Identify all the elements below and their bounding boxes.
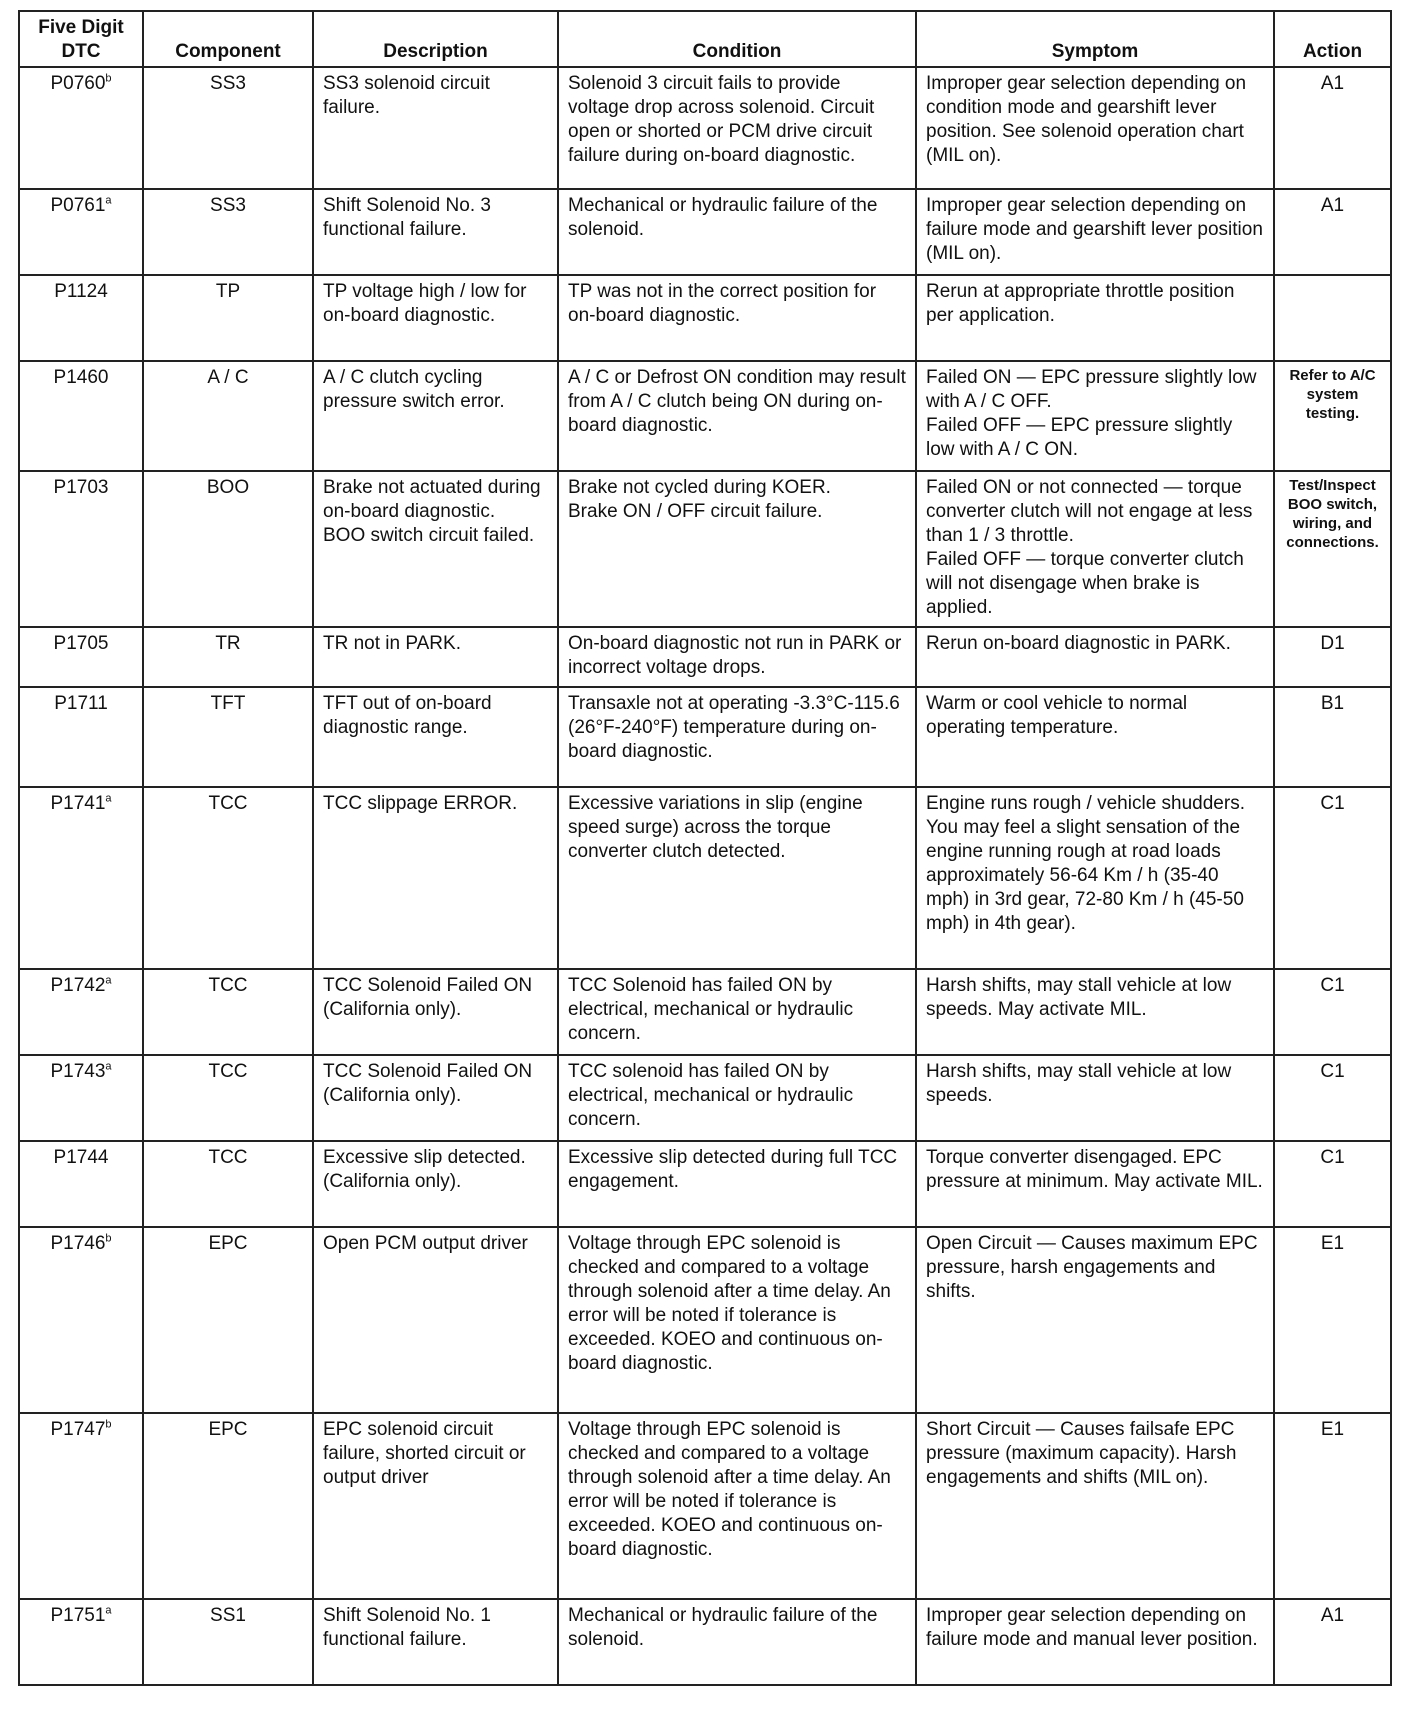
condition-cell: A / C or Defrost ON condition may result from A / C clutch being ON during on-board diagnostic. <box>558 361 916 471</box>
table-row <box>19 1413 1391 1599</box>
table-row <box>19 275 1391 361</box>
component-cell: TR <box>143 627 313 687</box>
symptom-cell: Rerun at appropriate throttle position per application. <box>916 275 1274 361</box>
action-cell: A1 <box>1274 1599 1391 1685</box>
table-row <box>19 1227 1391 1413</box>
description-cell: TFT out of on-board diagnostic range. <box>313 687 558 787</box>
action-cell: A1 <box>1274 67 1391 189</box>
description-cell: Shift Solenoid No. 3 functional failure. <box>313 189 558 275</box>
header-condition: Condition <box>558 11 916 67</box>
description-cell: TR not in PARK. <box>313 627 558 687</box>
component-cell: TCC <box>143 1141 313 1227</box>
description-cell: TCC slippage ERROR. <box>313 787 558 969</box>
component-cell: SS3 <box>143 67 313 189</box>
dtc-table <box>18 10 1392 1686</box>
table-row <box>19 687 1391 787</box>
component-cell: EPC <box>143 1413 313 1599</box>
dtc-code-cell: P1703 <box>19 471 143 627</box>
component-cell: BOO <box>143 471 313 627</box>
condition-cell: Excessive variations in slip (engine speed surge) across the torque converter clutch detected. <box>558 787 916 969</box>
component-cell: TCC <box>143 1055 313 1141</box>
header-action: Action <box>1274 11 1391 67</box>
header-dtc: Five Digit DTC <box>19 11 143 67</box>
action-cell: E1 <box>1274 1413 1391 1599</box>
dtc-code-cell: P1460 <box>19 361 143 471</box>
table-row <box>19 1599 1391 1685</box>
symptom-cell: Warm or cool vehicle to normal operating temperature. <box>916 687 1274 787</box>
condition-cell: TCC Solenoid has failed ON by electrical, mechanical or hydraulic concern. <box>558 969 916 1055</box>
action-cell <box>1274 275 1391 361</box>
component-cell: EPC <box>143 1227 313 1413</box>
action-cell: Test/Inspect BOO switch, wiring, and connections. <box>1274 471 1391 627</box>
symptom-cell: Improper gear selection depending on condition mode and gearshift lever position. See solenoid operation chart (MIL on). <box>916 67 1274 189</box>
description-cell: A / C clutch cycling pressure switch error. <box>313 361 558 471</box>
description-cell: TCC Solenoid Failed ON (California only). <box>313 969 558 1055</box>
component-cell: TP <box>143 275 313 361</box>
table-header-row <box>19 11 1391 67</box>
condition-cell: Solenoid 3 circuit fails to provide voltage drop across solenoid. Circuit open or shorted or PCM drive circuit failure during on-board diagnostic. <box>558 67 916 189</box>
table-row <box>19 1141 1391 1227</box>
dtc-code-cell: P1751$^a$ <box>19 1599 143 1685</box>
action-cell: C1 <box>1274 787 1391 969</box>
table-row <box>19 627 1391 687</box>
condition-cell: Mechanical or hydraulic failure of the solenoid. <box>558 189 916 275</box>
action-cell: Refer to A/C system testing. <box>1274 361 1391 471</box>
table-row <box>19 471 1391 627</box>
action-cell: A1 <box>1274 189 1391 275</box>
dtc-code-cell: P1744 <box>19 1141 143 1227</box>
dtc-code-cell: P1705 <box>19 627 143 687</box>
description-cell: TP voltage high / low for on-board diagnostic. <box>313 275 558 361</box>
condition-cell: TP was not in the correct position for on-board diagnostic. <box>558 275 916 361</box>
dtc-code-cell: P0760$^b$ <box>19 67 143 189</box>
dtc-code-cell: P1124 <box>19 275 143 361</box>
component-cell: SS3 <box>143 189 313 275</box>
description-cell: Excessive slip detected. (California only). <box>313 1141 558 1227</box>
condition-cell: Voltage through EPC solenoid is checked and compared to a voltage through solenoid after a time delay. An error will be noted if tolerance is exceeded. KOEO and continuous on-board diagnostic. <box>558 1413 916 1599</box>
symptom-cell: Rerun on-board diagnostic in PARK. <box>916 627 1274 687</box>
condition-cell: Voltage through EPC solenoid is checked and compared to a voltage through solenoid after a time delay. An error will be noted if tolerance is exceeded. KOEO and continuous on-board diagnostic. <box>558 1227 916 1413</box>
component-cell: TCC <box>143 787 313 969</box>
dtc-code-cell: P1743$^a$ <box>19 1055 143 1141</box>
table-row <box>19 969 1391 1055</box>
header-description: Description <box>313 11 558 67</box>
condition-cell: Transaxle not at operating -3.3°C-115.6 (26°F-240°F) temperature during on-board diagnostic. <box>558 687 916 787</box>
description-cell: SS3 solenoid circuit failure. <box>313 67 558 189</box>
table-row <box>19 361 1391 471</box>
symptom-cell: Torque converter disengaged. EPC pressure at minimum. May activate MIL. <box>916 1141 1274 1227</box>
dtc-code-cell: P1747$^b$ <box>19 1413 143 1599</box>
description-cell: Shift Solenoid No. 1 functional failure. <box>313 1599 558 1685</box>
condition-cell: Excessive slip detected during full TCC engagement. <box>558 1141 916 1227</box>
component-cell: SS1 <box>143 1599 313 1685</box>
description-cell: TCC Solenoid Failed ON (California only). <box>313 1055 558 1141</box>
action-cell: D1 <box>1274 627 1391 687</box>
symptom-cell: Improper gear selection depending on failure mode and manual lever position. <box>916 1599 1274 1685</box>
symptom-cell: Short Circuit — Causes failsafe EPC pressure (maximum capacity). Harsh engagements and shifts (MIL on). <box>916 1413 1274 1599</box>
component-cell: A / C <box>143 361 313 471</box>
action-cell: C1 <box>1274 1141 1391 1227</box>
description-cell: Open PCM output driver <box>313 1227 558 1413</box>
table-row <box>19 787 1391 969</box>
symptom-cell: Improper gear selection depending on failure mode and gearshift lever position (MIL on). <box>916 189 1274 275</box>
table-row <box>19 189 1391 275</box>
dtc-code-cell: P0761$^a$ <box>19 189 143 275</box>
action-cell: E1 <box>1274 1227 1391 1413</box>
symptom-cell: Failed ON or not connected — torque converter clutch will not engage at less than 1 / 3 throttle. Failed OFF — torque converter clutch will not disengage when brake is applied. <box>916 471 1274 627</box>
symptom-cell: Harsh shifts, may stall vehicle at low speeds. <box>916 1055 1274 1141</box>
table-row <box>19 1055 1391 1141</box>
symptom-cell: Open Circuit — Causes maximum EPC pressure, harsh engagements and shifts. <box>916 1227 1274 1413</box>
action-cell: C1 <box>1274 1055 1391 1141</box>
condition-cell: Brake not cycled during KOER. Brake ON / OFF circuit failure. <box>558 471 916 627</box>
action-cell: B1 <box>1274 687 1391 787</box>
description-cell: Brake not actuated during on-board diagnostic. BOO switch circuit failed. <box>313 471 558 627</box>
condition-cell: On-board diagnostic not run in PARK or incorrect voltage drops. <box>558 627 916 687</box>
dtc-code-cell: P1742$^a$ <box>19 969 143 1055</box>
component-cell: TCC <box>143 969 313 1055</box>
description-cell: EPC solenoid circuit failure, shorted circuit or output driver <box>313 1413 558 1599</box>
symptom-cell: Harsh shifts, may stall vehicle at low speeds. May activate MIL. <box>916 969 1274 1055</box>
symptom-cell: Failed ON — EPC pressure slightly low with A / C OFF. Failed OFF — EPC pressure slightly low with A / C ON. <box>916 361 1274 471</box>
component-cell: TFT <box>143 687 313 787</box>
condition-cell: Mechanical or hydraulic failure of the solenoid. <box>558 1599 916 1685</box>
action-cell: C1 <box>1274 969 1391 1055</box>
condition-cell: TCC solenoid has failed ON by electrical, mechanical or hydraulic concern. <box>558 1055 916 1141</box>
dtc-code-cell: P1711 <box>19 687 143 787</box>
header-component: Component <box>143 11 313 67</box>
symptom-cell: Engine runs rough / vehicle shudders. You may feel a slight sensation of the engine running rough at road loads approximately 56-64 Km / h (35-40 mph) in 3rd gear, 72-80 Km / h (45-50 mph) in 4th gear). <box>916 787 1274 969</box>
document-page <box>18 10 1390 1710</box>
dtc-code-cell: P1741$^a$ <box>19 787 143 969</box>
dtc-code-cell: P1746$^b$ <box>19 1227 143 1413</box>
header-symptom: Symptom <box>916 11 1274 67</box>
table-row <box>19 67 1391 189</box>
